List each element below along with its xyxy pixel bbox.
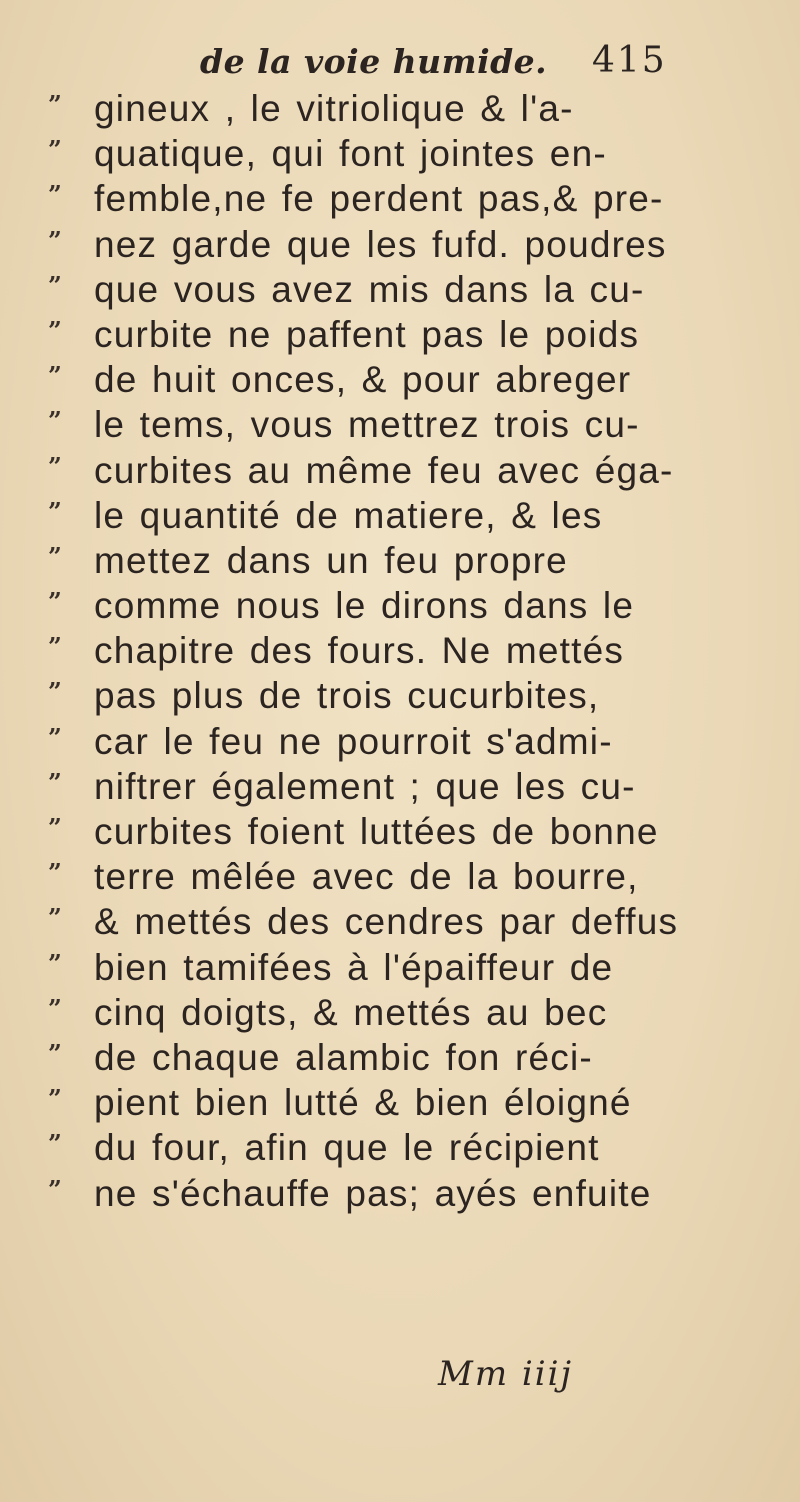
- running-head: [0, 38, 800, 86]
- text-line: [0, 947, 800, 992]
- quotation-mark: ”: [48, 496, 62, 526]
- text-line: [0, 495, 800, 540]
- page-number: 415: [592, 40, 667, 81]
- line-text: curbites au même feu avec éga-: [94, 449, 674, 491]
- line-text: le quantité de matiere, & les: [94, 494, 603, 536]
- text-line: [0, 133, 800, 178]
- line-text: le tems, vous mettrez trois cu-: [94, 404, 640, 446]
- line-text: car le feu ne pourroit s'admi-: [94, 720, 613, 762]
- signature-mark: Mm iiij: [438, 1354, 574, 1394]
- quotation-mark: ”: [48, 903, 62, 933]
- quotation-mark: ”: [48, 180, 62, 210]
- quotation-mark: ”: [48, 632, 62, 662]
- line-text: de chaque alambic fon réci-: [94, 1036, 593, 1078]
- line-text: quatique, qui font jointes en-: [94, 133, 607, 175]
- quotation-mark: ”: [48, 767, 62, 797]
- line-text: cinq doigts, & mettés au bec: [94, 991, 608, 1033]
- quotation-mark: ”: [48, 451, 62, 481]
- text-line: [0, 585, 800, 630]
- line-text: nez garde que les fufd. poudres: [94, 223, 667, 265]
- quotation-mark: ”: [48, 858, 62, 888]
- line-text: du four, afin que le récipient: [94, 1127, 600, 1169]
- text-line: [0, 675, 800, 720]
- quotation-mark: ”: [48, 948, 62, 978]
- text-line: [0, 630, 800, 675]
- quotation-mark: ”: [48, 993, 62, 1023]
- line-text: curbite ne paffent pas le poids: [94, 313, 640, 355]
- text-line: [0, 901, 800, 946]
- text-line: [0, 540, 800, 585]
- text-line: [0, 88, 800, 133]
- text-line: [0, 856, 800, 901]
- quotation-mark: ”: [48, 135, 62, 165]
- quotation-mark: ”: [48, 361, 62, 391]
- quotation-mark: ”: [48, 315, 62, 345]
- line-text: curbites foient luttées de bonne: [94, 811, 659, 852]
- line-text: terre mêlée avec de la bourre,: [94, 856, 639, 898]
- text-line: [0, 178, 800, 223]
- quotation-mark: ”: [48, 541, 62, 571]
- quotation-mark: ”: [48, 225, 62, 255]
- text-line: [0, 1082, 800, 1127]
- line-text: de huit onces, & pour abreger: [94, 359, 632, 401]
- text-line: [0, 766, 800, 811]
- quotation-mark: ”: [48, 1129, 62, 1159]
- text-line: [0, 721, 800, 766]
- line-text: mettez dans un feu propre: [94, 539, 568, 581]
- text-line: [0, 359, 800, 404]
- line-text: comme nous le dirons dans le: [94, 585, 635, 627]
- line-text: femble,ne fe perdent pas,& pre-: [94, 178, 664, 220]
- text-line: [0, 224, 800, 269]
- running-head-title: de la voie humide.: [200, 42, 548, 81]
- text-line: [0, 1173, 800, 1218]
- line-text: ne s'échauffe pas; ayés enfuite: [94, 1172, 652, 1214]
- line-text: chapitre des fours. Ne mettés: [94, 630, 625, 672]
- text-line: [0, 1037, 800, 1082]
- quotation-mark: ”: [48, 406, 62, 436]
- line-text: pas plus de trois cucurbites,: [94, 675, 600, 717]
- quotation-mark: ”: [48, 90, 62, 119]
- text-line: [0, 269, 800, 314]
- quotation-mark: ”: [48, 1174, 62, 1204]
- quotation-mark: ”: [48, 587, 62, 617]
- quotation-mark: ”: [48, 677, 62, 707]
- text-line: [0, 1127, 800, 1172]
- line-text: & mettés des cendres par deffus: [94, 901, 679, 943]
- quotation-mark: ”: [48, 722, 62, 752]
- line-text: bien tamifées à l'épaiffeur de: [94, 946, 614, 988]
- text-line: [0, 450, 800, 495]
- text-line: [0, 811, 800, 856]
- line-text: gineux , le vitriolique & l'a-: [94, 88, 574, 129]
- line-text: niftrer également ; que les cu-: [94, 765, 636, 807]
- text-line: [0, 404, 800, 449]
- quotation-mark: ”: [48, 1038, 62, 1068]
- quotation-mark: ”: [48, 270, 62, 300]
- line-text: que vous avez mis dans la cu-: [94, 268, 645, 310]
- quotation-mark: ”: [48, 813, 62, 842]
- quotation-mark: ”: [48, 1084, 62, 1114]
- text-line: [0, 314, 800, 359]
- text-line: [0, 992, 800, 1037]
- body-text: [0, 88, 800, 1218]
- line-text: pient bien lutté & bien éloigné: [94, 1082, 632, 1124]
